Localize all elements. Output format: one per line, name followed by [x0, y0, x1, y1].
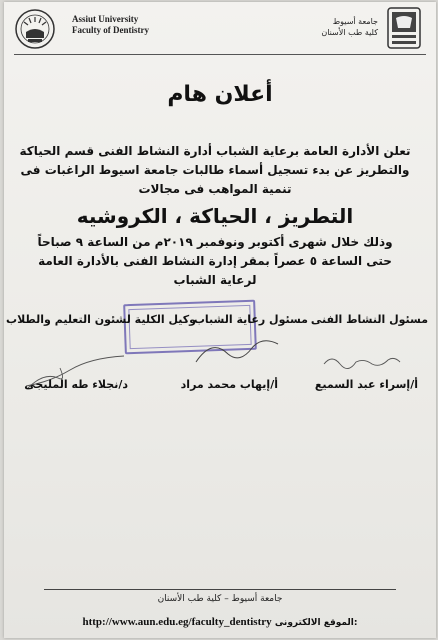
university-en-line1: Assiut University	[72, 14, 139, 24]
footer-divider	[44, 589, 396, 590]
signatory-name-3: د/نجلاء طه المليجى	[24, 378, 128, 391]
university-name-en	[72, 14, 149, 36]
body-line-3: تنمية المواهب فى مجالات	[138, 182, 292, 196]
signatory-role-3: وكيل الكلية لشئون التعليم والطلاب	[6, 313, 196, 326]
university-en-line2: Faculty of Dentistry	[72, 25, 149, 35]
fields-highlight: التطريز ، الحياكة ، الكروشيه	[76, 204, 354, 228]
signatory-name-1: أ/إسراء عبد السميع	[314, 378, 418, 391]
website-label: الموقع الالكترونى:	[274, 618, 358, 628]
footer-website	[4, 616, 436, 628]
footer-faculty-name: جامعة أسيوط – كلية طب الأسنان	[157, 594, 283, 604]
signature-2	[192, 334, 282, 370]
announcement-body	[12, 142, 418, 290]
announcement-title: أعلان هام	[167, 82, 273, 107]
body-line-2: والتطريز عن بدء تسجيل أسماء طالبات جامعة اسيوط الراغبات فى	[20, 163, 410, 177]
signatory-names	[10, 378, 428, 398]
signatory-role-2: مسئول رعاية الشباب	[193, 313, 308, 326]
university-ar-line2: كلية طب الأسنان	[321, 28, 378, 37]
signatory-role-1: مسئول النشاط الفنى	[310, 313, 428, 326]
header-divider	[14, 54, 426, 55]
university-ar-line1: جامعة أسيوط	[332, 17, 378, 26]
university-name-ar	[321, 16, 378, 38]
assiut-university-logo	[14, 8, 56, 52]
body-line-1: تعلن الأدارة العامة برعاية الشباب أدارة النشاط الفنى قسم الحياكة	[19, 144, 411, 158]
signatory-name-2: أ/إيهاب محمد مراد	[180, 378, 278, 391]
body-line-5: حتى الساعة ٥ عصراً بمقر إدارة النشاط الفنى بالأدارة العامة	[38, 254, 392, 268]
signature-1	[322, 350, 402, 372]
body-line-6: لرعاية الشباب	[173, 273, 257, 287]
announcement-page	[4, 2, 436, 638]
faculty-logo	[386, 6, 422, 52]
website-url[interactable]: http://www.aun.edu.eg/faculty_dentistry	[82, 616, 272, 628]
body-line-4: وذلك خلال شهرى أكتوبر ونوفمبر ٢٠١٩م من الساعة ٩ صباحاً	[37, 235, 393, 249]
